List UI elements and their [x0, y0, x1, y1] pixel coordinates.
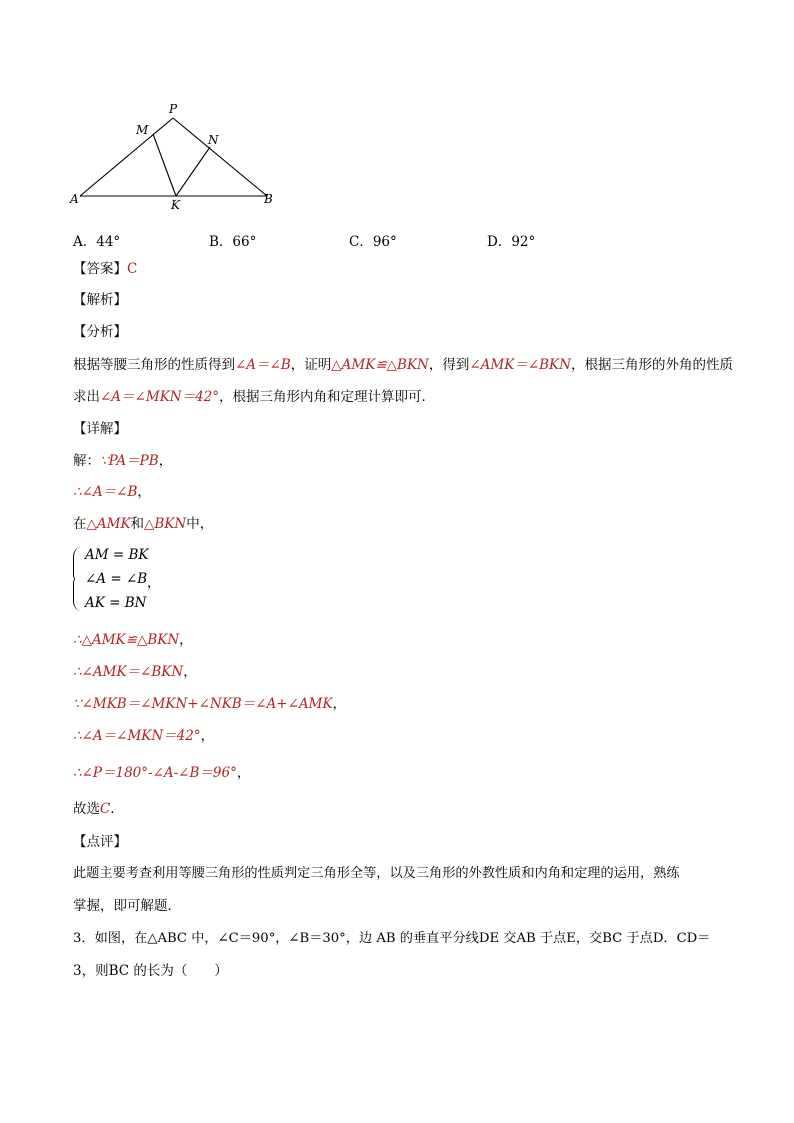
detail-math: ∴∠A＝∠MKN＝42°: [73, 728, 201, 744]
detail-math: C: [100, 801, 111, 817]
detail-line-7: [73, 728, 214, 744]
system-eq-2: ∠A = ∠B: [85, 571, 148, 587]
label-K: K: [171, 198, 180, 212]
detail-math: ∵∠MKB＝∠MKN+∠NKB＝∠A+∠AMK: [73, 696, 333, 712]
detail-line-2: [73, 484, 151, 500]
detail-line-8: [73, 765, 250, 781]
detail-math: △BKN: [144, 516, 187, 532]
system-eq-1: AM = BK: [85, 547, 149, 563]
detail-math: ∴∠P＝180°-∠A-∠B＝96°: [73, 765, 237, 781]
detail-text: ，: [179, 632, 193, 648]
fenxi-text: 求出: [73, 389, 100, 405]
analysis-tag: 【解析】: [73, 292, 127, 308]
detail-line-4: [73, 632, 193, 648]
detail-text: 在: [73, 516, 87, 532]
fenxi-text: 根据等腰三角形的性质得到: [73, 357, 235, 373]
detail-line-5: [73, 664, 197, 680]
detail-text: ，: [158, 453, 173, 469]
fenxi-math: △AMK≌△BKN: [331, 357, 429, 373]
detail-text: 解：: [73, 453, 100, 469]
fenxi-line-2: [73, 389, 435, 405]
detail-text: 故选: [73, 801, 100, 817]
detail-math: ∵PA＝PB: [100, 453, 159, 469]
fenxi-math: ∠AMK＝∠BKN: [469, 357, 571, 373]
segment-MK: [153, 134, 176, 196]
system-eq-3: AK = BN: [85, 595, 147, 611]
question-3-line-2: 3，则BC 的长为（ ）: [73, 963, 228, 979]
fenxi-text: ，证明: [290, 357, 332, 373]
choice-a: A．44°: [73, 234, 121, 250]
detail-math: ∴∠A＝∠B: [73, 484, 138, 500]
comment-tag: 【点评】: [73, 834, 127, 850]
detail-math: ∴△AMK≌△BKN: [73, 632, 180, 648]
label-M: M: [136, 123, 149, 137]
label-B: B: [264, 192, 273, 206]
segment-AP: [80, 118, 173, 196]
segment-KN: [176, 147, 210, 196]
comment-line-2: 掌握，即可解题．: [73, 898, 181, 914]
system-comma: ，: [147, 575, 161, 591]
fenxi-tag: 【分析】: [73, 324, 127, 340]
choice-c: C．96°: [349, 234, 397, 250]
detail-text: 和: [130, 516, 145, 532]
answer-line: [73, 261, 137, 277]
detail-line-6: [73, 696, 346, 712]
detail-text: ．: [110, 801, 124, 817]
fenxi-text: ，得到: [428, 357, 470, 373]
detail-text: 中，: [186, 516, 214, 532]
fenxi-math: ∠A＝∠B: [235, 357, 291, 373]
fenxi-line-1: [73, 357, 733, 373]
detail-text: ，: [137, 484, 151, 500]
choice-d: D．92°: [487, 234, 536, 250]
triangle-diagram: [62, 96, 292, 220]
choice-b: B．66°: [209, 234, 257, 250]
question-3-line-1: 3．如图，在△ABC 中，∠C＝90°，∠B＝30°，边 AB 的垂直平分线DE 交AB 于点E，交BC 于点D．CD＝: [73, 931, 711, 946]
answer-value: C: [127, 261, 138, 277]
label-N: N: [208, 133, 219, 147]
answer-tag: 【答案】: [73, 261, 127, 277]
label-P: P: [169, 102, 178, 116]
detail-text: ，: [200, 728, 215, 744]
left-brace: [73, 547, 82, 611]
fenxi-text: ，根据三角形内角和定理计算即可．: [219, 389, 436, 405]
detail-text: ，: [183, 664, 197, 680]
detail-line-3: [73, 516, 213, 532]
detail-line-9: [73, 801, 124, 817]
detail-line-1: [73, 453, 172, 469]
detail-math: △AMK: [86, 516, 131, 532]
detail-tag: 【详解】: [73, 421, 127, 437]
equation-system: [73, 545, 203, 615]
segment-PB: [173, 118, 267, 196]
fenxi-text: ，根据三角形的外角的性质: [570, 357, 733, 373]
triangle-figure: [62, 96, 292, 220]
detail-text: ，: [236, 765, 251, 781]
label-A: A: [70, 192, 79, 206]
fenxi-math: ∠A＝∠MKN＝42°: [100, 389, 220, 405]
comment-line-1: 此题主要考查利用等腰三角形的性质判定三角形全等，以及三角形的外教性质和内角和定理的运用，熟练: [73, 866, 680, 881]
detail-math: ∴∠AMK＝∠BKN: [73, 664, 184, 680]
detail-text: ，: [332, 696, 347, 712]
